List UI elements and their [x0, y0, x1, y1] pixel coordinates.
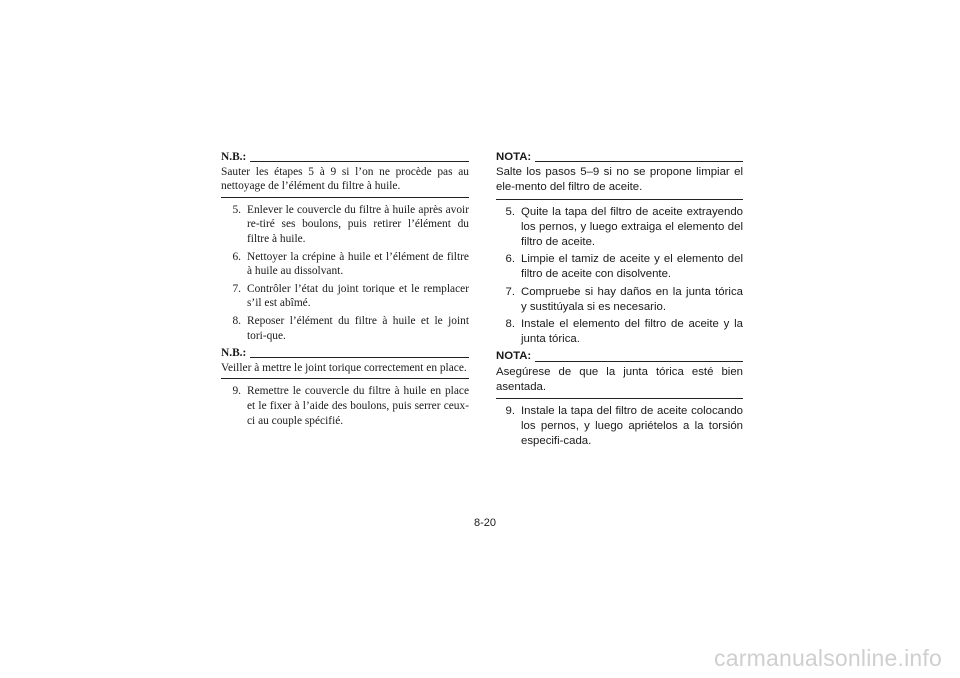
step-number: 6.: [505, 253, 515, 266]
step-number: 6.: [232, 250, 241, 263]
step-text: Quite la tapa del filtro de aceite extrayendo los pernos, y luego extraiga el elemento del filtro de aceite.: [521, 205, 743, 249]
step-text: Instale la tapa del filtro de aceite colocando los pernos, y luego apriételos a la torsión especifi-cada.: [521, 405, 743, 448]
step-item: [496, 252, 743, 282]
note-end-rule: [496, 199, 743, 200]
note-header: [221, 346, 469, 361]
step-number: 9.: [232, 385, 241, 398]
note-end-rule: [221, 197, 469, 198]
note-label: NOTA:: [496, 151, 532, 163]
step-number: 7.: [505, 285, 515, 298]
step-number: 8.: [232, 314, 241, 327]
step-text: Reposer l’élément du filtre à huile et le joint tori-que.: [247, 314, 469, 342]
step-item: [496, 317, 743, 347]
step-text: Compruebe si hay daños en la junta tórica y sustitúyala si es necesario.: [521, 285, 743, 313]
step-item: [496, 285, 743, 315]
page-number: 8-20: [474, 517, 497, 529]
note-rule: [250, 160, 469, 162]
step-item: [221, 314, 469, 343]
watermark: carmanualsonline.info: [714, 645, 942, 671]
note-text: Veiller à mettre le joint torique correctement en place.: [221, 361, 467, 374]
note-label: NOTA:: [496, 350, 532, 363]
step-text: Remettre le couvercle du filtre à huile en place et le fixer à l’aide des boulons, puis serrer ceux-ci au couple spécifié.: [247, 385, 469, 427]
step-text: Enlever le couvercle du filtre à huile après avoir re-tiré ses boulons, puis retirer l’élément du filtre à huile.: [247, 203, 469, 245]
note-end-rule: [496, 398, 743, 399]
note-header: [496, 150, 743, 165]
note-rule: [250, 356, 469, 358]
note-header: [221, 150, 469, 165]
note-rule: [535, 160, 743, 162]
note-label: N.B.:: [221, 151, 247, 163]
step-number: 5.: [232, 203, 241, 216]
step-number: 7.: [232, 282, 241, 295]
step-text: Limpie el tamiz de aceite y el elemento del filtro de aceite con disolvente.: [521, 253, 743, 281]
step-text: Contrôler l’état du joint torique et le remplacer s’il est abîmé.: [247, 282, 469, 310]
step-item: [496, 404, 743, 450]
step-number: 5.: [505, 205, 515, 218]
note-text: Salte los pasos 5–9 si no se propone limpiar el ele-mento del filtro de aceite.: [496, 166, 743, 194]
note-end-rule: [221, 378, 469, 379]
step-text: Instale el elemento del filtro de aceite y la junta tórica.: [521, 318, 743, 346]
note-text: Sauter les étapes 5 à 9 si l’on ne procède pas au nettoyage de l’élément du filtre à huile.: [221, 165, 469, 193]
step-item: [221, 203, 469, 247]
step-item: [221, 384, 469, 428]
step-text: Nettoyer la crépine à huile et l’élément de filtre à huile au dissolvant.: [247, 250, 469, 278]
step-item: [221, 282, 469, 311]
step-item: [221, 250, 469, 279]
step-item: [496, 205, 743, 251]
note-header: [496, 349, 743, 364]
note-text: Asegúrese de que la junta tórica esté bien asentada.: [496, 365, 743, 393]
french-column: [221, 150, 469, 431]
step-number: 8.: [505, 318, 515, 331]
note-rule: [535, 360, 743, 362]
note-label: N.B.:: [221, 347, 247, 360]
spanish-column: [496, 150, 743, 452]
step-number: 9.: [505, 405, 515, 418]
